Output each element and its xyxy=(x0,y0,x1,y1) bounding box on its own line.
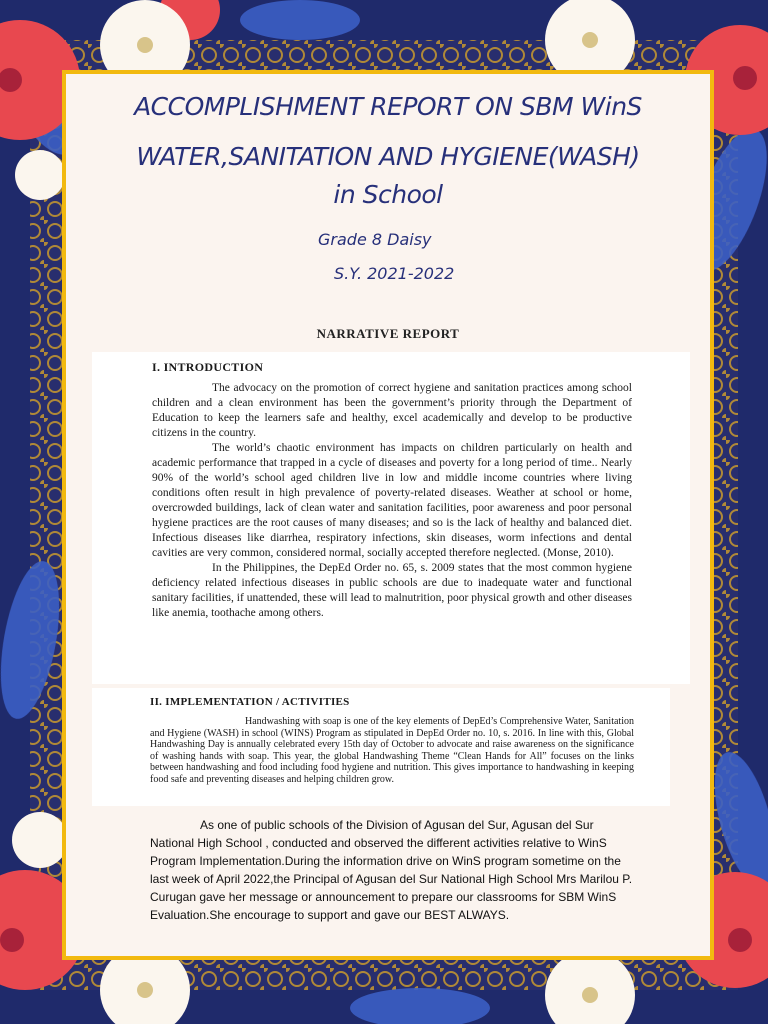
implementation-heading: II. IMPLEMENTATION / ACTIVITIES xyxy=(150,696,350,708)
narrative-heading: NARRATIVE REPORT xyxy=(316,326,460,341)
introduction-heading: I. INTRODUCTION xyxy=(152,360,264,374)
school-year-label: S.Y. 2021-2022 xyxy=(334,264,455,283)
title-line-3: in School xyxy=(333,180,443,209)
implementation-paragraph: Handwashing with soap is one of the key elements of DepEd’s Comprehensive Water, Sanitation and Hygiene (WASH) in school (WINS) Program as stipulated in DepEd Order no. 10, s. 2016. In line with this, Global Handwashing Day is annually celebrated every 15th day of October to advocate and raise awareness on the significance of washing hands with soap. This year, the global Handwashing Theme “Clean Hands for All” focuses on the links between handwashing and food including food hygiene and nutrition. This gives importance to handwashing in keeping food safe and preventing diseases and helping children grow. xyxy=(150,716,634,785)
introduction-section xyxy=(92,352,690,684)
implementation-section xyxy=(92,688,670,806)
title-line-2: WATER,SANITATION AND HYGIENE(WASH) xyxy=(136,142,640,171)
intro-paragraph-3: In the Philippines, the DepEd Order no. 65, s. 2009 states that the most common hygiene deficiency related infectious diseases in public schools are due to inadequate water and functional sanitary facilities, if unattended, these will lead to malnutrition, poor physical growth and other diseases like anemia, toothache among others. xyxy=(152,562,632,619)
intro-paragraph-1: The advocacy on the promotion of correct hygiene and sanitation practices among school children and a clean environment has been the government’s priority through the Department of Education to keep the learners safe and healthy, excel academically and develop to be productive citizens in the country. xyxy=(152,382,632,439)
accomplishment-paragraph: As one of public schools of the Division of Agusan del Sur, Agusan del Sur National High School , conducted and observed the different activities relative to WinS Program Implementation.During the information drive on WinS program sometime on the last week of April 2022,the Principal of Agusan del Sur National High School Mrs Marilou P. Curugan gave her message or announcement to prepare our classrooms for SBM WinS Evaluation.She encourage to support and gave our BEST ALWAYS. xyxy=(150,818,633,922)
intro-paragraph-2: The world’s chaotic environment has impacts on children particularly on health and academic performance that trapped in a cycle of diseases and poverty for a long period of time.. Nearly 90% of the world’s school aged children live in low and middle income countries where living conditions often result in high prevalence of poverty-related diseases. Weather at school or home, overcrowded buildings, lack of clean water and sanitation facilities, poor awareness and poor personal hygiene practices are the root causes of many diseases; and so is the lack of healthy and balanced diet. Infectious diseases like diarrhea, respiratory infections, skin diseases, worm infections and dental cavities are very common, considered normal, socially accepted therefore neglected. (Monse, 2010). xyxy=(152,442,632,559)
title-line-1: ACCOMPLISHMENT REPORT ON SBM WinS xyxy=(134,92,642,121)
grade-label: Grade 8 Daisy xyxy=(318,230,432,249)
